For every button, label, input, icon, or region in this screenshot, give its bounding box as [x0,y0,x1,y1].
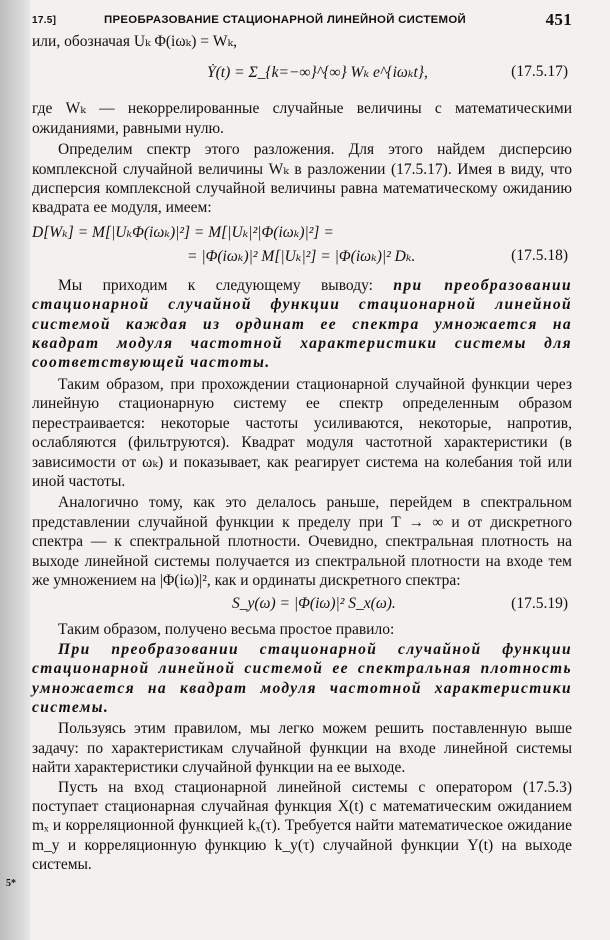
lead-text: Мы приходим к следующему выводу: [58,276,394,294]
signature-mark: 5* [6,878,16,889]
equation-line-2: = |Φ(iωₖ)|² M[|Uₖ|²] = |Φ(iωₖ)|² Dₖ. [187,247,416,265]
paragraph: Таким образом, при прохождении стационарной случайной функции через линейную стационарную систему ее спектр определенным образом перестраивается: некоторые частоты усиливаются, некоторые, напротив, ослабляются (фильтруются). Квадрат модуля частотной характеристики (в зависимости от ωₖ) и показывает, как реагирует система на колебания той или иной частоты. [32,375,572,490]
rule-statement: При преобразовании стационарной случайной функции стационарной линейной системой ее спектральная плотность умножается на квадрат модуля частотной характеристики системы. [32,640,572,716]
equation-formula: S_y(ω) = |Φ(iω)|² S_x(ω). [232,595,396,613]
section-number: 17.5] [32,15,57,26]
equation-number: (17.5.19) [511,595,568,613]
equation-number: (17.5.18) [511,246,568,264]
equation-17-5-19 [32,592,572,618]
chapter-title: ПРЕОБРАЗОВАНИЕ СТАЦИОНАРНОЙ ЛИНЕЙНОЙ СИСТЕМОЙ [104,14,466,26]
equation-formula: Ẏ(t) = Σ_{k=−∞}^{∞} Wₖ e^{iωₖt}, [207,64,428,82]
running-header [32,8,572,30]
equation-line-1: D[Wₖ] = M[|UₖΦ(iωₖ)|²] = M[|Uₖ|²|Φ(iωₖ)|²] = [32,223,334,241]
equation-number: (17.5.17) [511,63,568,81]
paragraph: Таким образом, получено весьма простое правило: [58,621,395,639]
equation-17-5-17 [32,53,572,93]
book-page [32,8,572,875]
binding-gutter [0,0,30,940]
paragraph: Пользуясь этим правилом, мы легко можем решить поставленную выше задачу: по характеристикам случайной функции на входе линейной системы найти характеристики случайной функции на ее выходе. [32,720,572,777]
paragraph: где Wₖ — некоррелированные случайные величины с математическими ожиданиями, равными нулю. [32,100,572,137]
paragraph: или, обозначая Uₖ Φ(iωₖ) = Wₖ, [32,33,238,50]
paragraph: Аналогично тому, как это делалось раньше, перейдем в спектральном представлении случайной функции к пределу при T → ∞ и от дискретного спектра — к спектральной плотности. Очевидно, спектральная плотность на выходе линейной системы получается из спектральной плотности на входе тем же умножением на |Φ(iω)|², как и ординаты дискретного спектра: [32,494,572,589]
paragraph-conclusion [32,276,572,373]
paragraph: Пусть на вход стационарной линейной системы с оператором (17.5.3) поступает стационарная случайная функция X(t) с математическим ожиданием mₓ и корреляционной функцией kₓ(τ). Требуется найти математическое ожидание m_y и корреляционную функцию k_y(τ) случайной функции Y(t) на выходе системы. [32,778,572,874]
page-number: 451 [545,10,572,29]
paragraph: Определим спектр этого разложения. Для этого найдем дисперсию комплексной случайной величины Wₖ в разложении (17.5.17). Имея в виду, что дисперсия комплексной случайной величины равна математическому ожиданию квадрата ее модуля, имеем: [32,141,572,217]
emphasized-statement: при преобразовании стационарной случайной функции стационарной линейной системой каждая из ординат ее спектра умножается на квадрат модуля частотной характеристики системы для соответствующей частоты. [32,276,572,372]
equation-17-5-18 [32,220,572,272]
